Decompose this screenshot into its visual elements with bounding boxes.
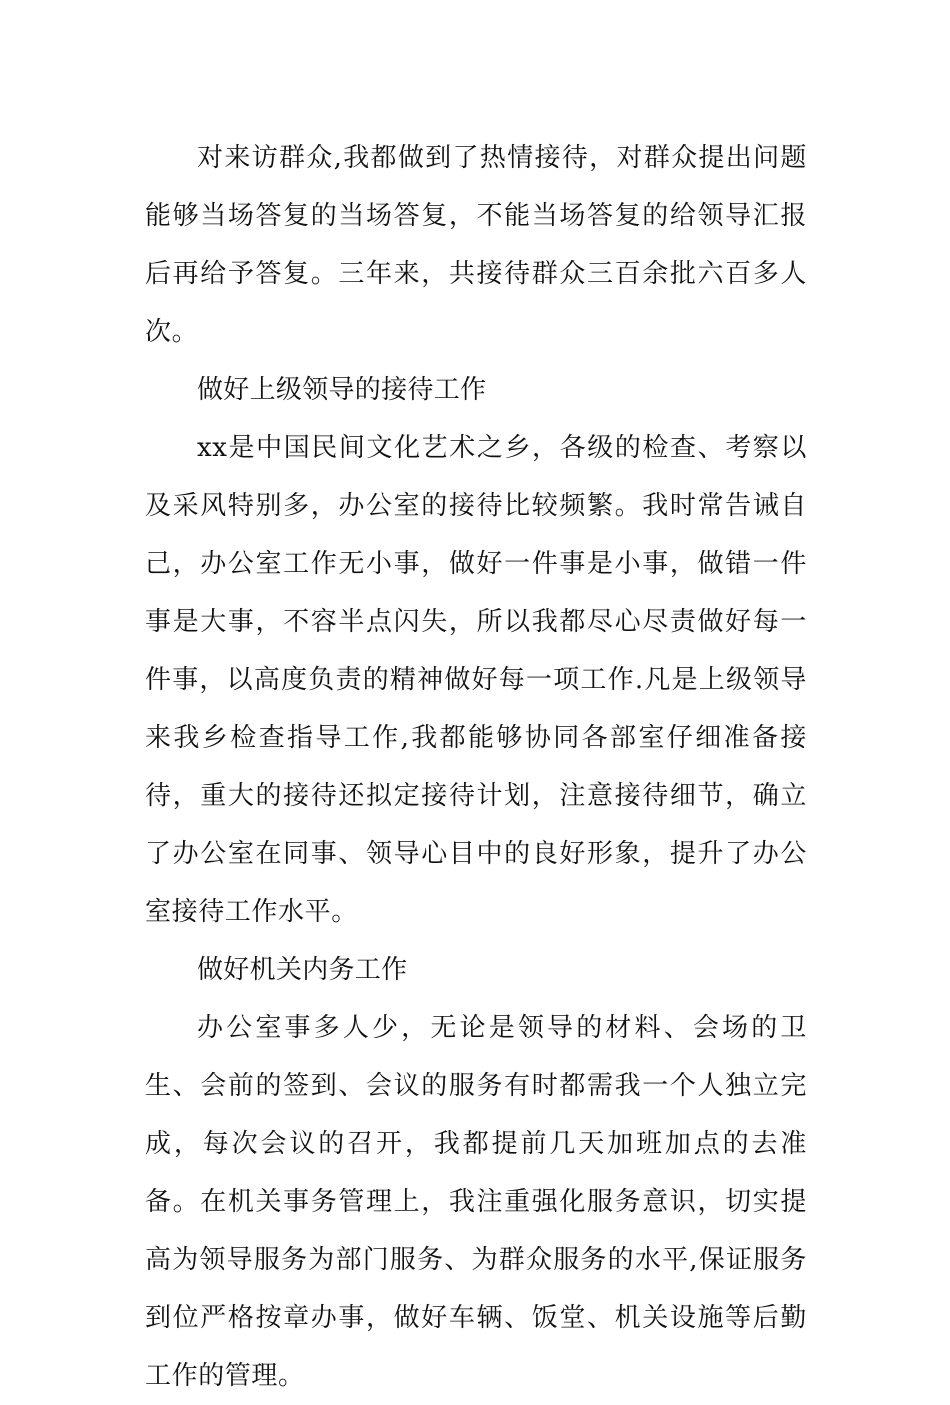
section-heading-leader-reception: 做好上级领导的接待工作 — [197, 375, 487, 405]
paragraph-internal-affairs: 办公室事多人少，无论是领导的材料、会场的卫生、会前的签到、会议的服务有时都需我一个人独立完成，每次会议的召开，我都提前几天加班加点的去准备。在机关事务管理上，我注重强化服务意识，切实提高为领导服务为部门服务、为群众服务的水平,保证服务到位严格按章办事，做好车辆、饭堂、机关设施等后勤工作的管理。 — [145, 1013, 807, 1391]
section-heading-internal-affairs: 做好机关内务工作 — [197, 955, 408, 985]
paragraph-leader-reception: xx是中国民间文化艺术之乡，各级的检查、考察以及采风特别多，办公室的接待比较频繁。我时常告诫自己，办公室工作无小事，做好一件事是小事，做错一件事是大事，不容半点闪失，所以我都尽心尽责做好每一件事，以高度负责的精神做好每一项工作.凡是上级领导来我乡检查指导工作,我都能够协同各部室仔细准备接待，重大的接待还拟定接待计划，注意接待细节，确立了办公室在同事、领导心目中的良好形象，提升了办公室接待工作水平。 — [145, 433, 807, 927]
document-body — [145, 129, 807, 1405]
paragraph-visitor-reception: 对来访群众,我都做到了热情接待，对群众提出问题能够当场答复的当场答复，不能当场答复的给领导汇报后再给予答复。三年来，共接待群众三百余批六百多人次。 — [145, 143, 807, 347]
